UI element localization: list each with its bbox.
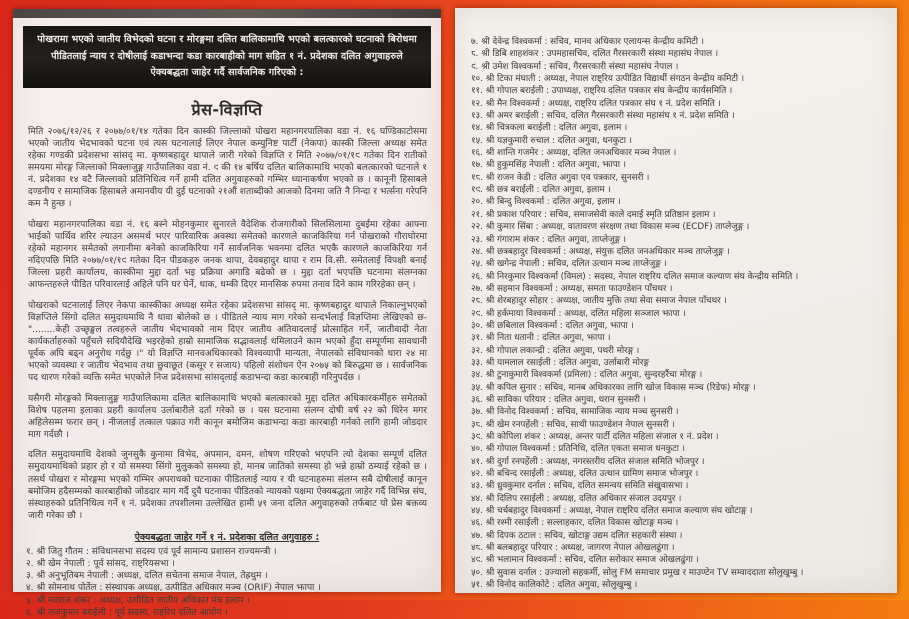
signatory-text: श्री नवराज शंकर : अध्यक्ष, उत्पीडित जातीय अधिकार मंच इलाम । [36,595,250,606]
signatory-text: श्री चर्चबहादुर विश्वकर्मा : अध्यक्ष, नेपाल राष्ट्रिय दलित समाज कल्याण संघ खोटाङ्ग । [485,506,753,517]
signatory-text: श्री दिलिप रसाईली : अध्यक्ष, दलित अधिकार संजाल उदयपुर । [485,493,682,504]
signatory-item [471,394,887,406]
signatory-text: श्री कपिल सुनार : सचिव, मानब अधिकारका लागि खोज विकास मञ्च (रिडेफ) मोरङ्ग । [485,382,756,393]
signatory-text: श्री दिपक ठटाल : सचिव, खोटाङ्ग उद्यम दलित सहकारी संस्था । [485,530,683,541]
signatory-text: श्री जितु गौतम : संविधानसभा सदस्य एवं पूर्व सामान्य प्रशासन राज्यमन्त्री । [36,547,277,558]
signatory-text: श्री निता धतानी : दलित अगुवा, झापा । [485,333,611,344]
signatory-text: श्री टिका मंघाती : अध्यक्ष, नेपाल राष्ट्रिय उत्पीडित विद्यार्थी संगठन केन्द्रीय कमिटी । [485,74,744,85]
signatory-item [471,468,887,480]
signatories-list-left [13,546,441,619]
signatory-number: २०. [471,197,483,208]
signatory-text: श्री टुनाकुमारी विश्वकर्मा (प्रमिला) : दलित अगुवा, सुन्दरहरैंचा मोरङ्ग । [485,370,703,381]
signatory-number: १७. [471,160,483,171]
signatory-text: श्री चित्रकला बराईली : दलित अगुवा, इलाम । [485,123,628,134]
signatory-number: २३. [471,234,483,245]
signatory-item [471,419,887,431]
signatory-number: ४५. [471,506,483,517]
signatory-number: ४७. [471,530,483,541]
signatory-item [471,85,887,97]
body-paragraph: दलित समुदायमाथि देशको जुनसुकै कुनामा विभेद, अपमान, दमन, शोषण गरिएको भएपनि त्यो देशका सम्पूर्ण दलित समुदायमाथिको प्रहार हो र यो समस्या सिंगो मुलुकको समस्या हो, मानब जातिको समस्या हो भन्ने हाम्रो ठम्याई रहेको छ । तसर्थ पोखरा र मोरङ्गमा भएको गम्भिर अपराधको घटनाका पीडितलाई न्याय र यी घटनाहरुमा संलग्न सबै दोषीलाई कानून बमोजिम हदैसम्मको कारबाहीको जोडदार माग गर्दै दुवै घटनाका पीडितको न्यायको पक्षमा ऐक्यबद्धता जाहेर गर्दै विभिन्न संघ, संस्थाहरुको प्रतिनिधित्व गर्ने १ नं. प्रदेशका तपशीलमा उल्लेखित हामी ५१ जना दलित अगुवाहरुको तर्फबाट यो प्रेस बक्तव्य जारी गरेका छौ । [28,450,427,522]
signatory-item [471,542,887,554]
signatory-number: ८. [471,49,479,60]
signatory-text: श्री गोपाल लकान्द्री : दलित अगुवा, पथरी मोरङ्ग । [485,345,640,356]
signatory-item [471,320,887,332]
signatory-item [471,172,887,184]
signatory-item [26,607,429,619]
signatory-number: २८. [471,296,483,307]
signatory-text: श्री सोमनाथ पोर्तेल : संस्थापक अध्यक्ष, उत्पीडित अधिकार मञ्च (ORIF) नेपाल झापा । [36,583,321,594]
signatory-text: श्री हुकुमसिंह नेपाली : दलित अगुवा, झापा । [485,160,626,171]
signatory-text: श्री ध्रुवकुमार दर्नाल : सचिव, दलित समन्वय समिति संखुवासभा । [485,481,689,492]
signatory-number: २५. [471,259,483,270]
signatory-text: श्री छत्रबहादुर विश्वकर्मा : अध्यक्ष, संयुक्त दलित जनअधिकार मञ्च ताप्लेजुङ्ग । [485,246,730,257]
signatory-number: ३. [26,571,34,582]
signatory-item [471,246,887,258]
press-body [13,126,441,523]
signatory-item [26,582,429,594]
signatory-text: श्री हर्कमाया विश्वकर्मा : अध्यक्ष, दलित महिला सञ्जाल झापा । [485,308,686,319]
signatory-item [471,357,887,369]
signatory-item [471,234,887,246]
press-release-page-1 [13,9,441,618]
signatory-text: श्री बलबहादुर परियार : अध्यक्ष, जागरण नेपाल ओखलढुंगा । [485,543,675,554]
signatory-number: ९. [471,61,479,72]
scan-shadow-edge [13,9,441,18]
signatory-item [471,110,887,122]
signatory-item [26,595,429,607]
signatory-item [471,36,887,48]
signatory-item [471,554,887,566]
signatories-heading: ऐक्यबद्धता जाहेर गर्ने १ नं. प्रदेशका दलित अगुवाहरु : [134,532,320,544]
signatory-number: १६. [471,148,483,159]
signatory-item [471,73,887,85]
signatory-number: ३२. [471,345,483,356]
signatory-item [471,431,887,443]
signatory-text: श्री मैन विश्वकर्मा : अध्यक्ष, राष्ट्रिय दलित पत्रकार संघ १ नं. प्रदेश समिति । [485,98,721,109]
signatory-text: श्री प्रकाश परियार : सचिव, समाजसेवी काले दमाई स्मृति प्रतिष्ठान इलाम । [485,209,716,220]
signatory-number: २. [26,559,34,570]
signatory-text: श्री सहमान विश्वकर्मा : अध्यक्ष, समता फाउण्डेशन पाँचथर । [485,283,673,294]
signatory-item [471,567,887,579]
signatory-number: ३९. [471,432,483,442]
signatory-item [471,382,887,394]
signatory-text: श्री राजकुमार बराईली : पूर्व सदस्य, राष्ट्रिय दलित आयोग । [36,607,228,618]
signatory-item [471,196,887,208]
signatory-text: श्री भलामान विश्वकर्मा : सचिव, दलित सरोकार समाज ओखलढुंगा । [485,555,699,566]
signatory-item [471,135,887,147]
signatory-text: श्री बचिन्द रसाईली : अध्यक्ष, दलित उत्थान ग्रामिण समाज भोजपुर । [485,469,699,480]
signatory-number: १९. [471,185,483,196]
signatory-item [471,456,887,468]
signatory-number: ४०. [471,444,483,455]
signatory-item [471,61,887,73]
signatory-text: श्री यामलाल रसाईली : दलित अगुवा, उर्लाबारी मोरङ्ग [485,357,649,368]
signatory-number: ५१. [471,580,483,591]
signatory-number: १३. [471,111,483,122]
signatory-number: ४८. [471,543,483,554]
signatory-item [471,159,887,171]
signatory-number: ११. [471,86,483,97]
signatory-item [471,98,887,110]
signatory-number: ४४. [471,493,483,504]
signatory-number: ४३. [471,481,483,492]
signatory-number: १०. [471,74,483,85]
signatory-item [471,295,887,307]
signatory-text: श्री छत्र बराईली : दलित अगुवा, इलाम । [485,185,611,196]
signatory-item [471,209,887,221]
signatory-item [26,558,429,570]
signatory-item [471,308,887,320]
headline-banner: पोखरामा भएको जातीय विभेदको घटना र मोरङ्गमा दलित बालिकामाथि भएको बलत्कारको घटनाको बिरोधमा पीडितलाई न्याय र दोषीलाई कडाभन्दा कडा कारबाहीको माग सहित १ नं. प्रदेशका दलित अगुवाहरुले ऐक्यबद्धता जाहेर गर्दै सार्वजनिक गरिएको : [23,26,431,88]
signatory-number: २६. [471,271,483,282]
signatory-item [471,505,887,517]
signatory-text: श्री छबिलाल विश्वकर्मा : दलित अगुवा, झापा । [485,320,634,331]
signatory-text: श्री दुर्गा रनपहेंली : अध्यक्ष, नगरस्तरीय दलित संजाल समिति भोजपुर । [485,456,705,467]
signatory-number: ४. [26,583,34,594]
signatory-number: ३८. [471,419,483,430]
signatory-text: श्री अमर बराईली : सचिव, दलित गैरसरकारी संस्था महासंघ १ नं. प्रदेश समिति । [485,111,735,122]
signatory-item [471,147,887,159]
signatory-number: ३३. [471,357,483,368]
signatory-text: श्री राजन केडी : दलित अगुवा एव पत्रकार, सुनसरी । [485,172,650,183]
signatory-text: श्री गोपाल बराईली : उपाध्यक्ष, राष्ट्रिय दलित पत्रकार संघ केन्द्रीय कार्यसमिति । [485,86,733,97]
signatory-number: ३४. [471,370,483,381]
signatory-item [471,517,887,529]
signatory-text: श्री देवेन्द्र विश्वकर्मा : सचिव, मानव अधिकार एलायन्स केन्द्रीय कमिटी । [481,37,704,47]
signatory-text: श्री शान्ति गजमेर : अध्यक्ष, दलित जनअधिकार मञ्च नेपाल । [485,148,677,159]
signatory-number: ३७. [471,407,483,418]
body-paragraph: यसैगरी मोरङ्गको मिक्लाजुङ्ग गाउँपालिकामा दलित बालिकामाथि भएको बलत्कारको मुद्दा दलित अधिकारकर्मीहरु समेतको विशेष पहलमा इलाका प्रहरी कार्यालय उर्लाबारीले दर्ता गरेको छ । यस घटनामा संलग्न दोषी वर्ष २२ को धिरेन मगर अहिलेसम्म फरार छन् । नीजलाई तत्काल पक्राउ गरी कानून बमोजिम कडाभन्दा कडा कारबाही गर्नको लागि हामी जोडदार माग गर्दछौ । [28,393,427,441]
body-paragraph: मिति २०७६/१२/२६ र २०७७/०१/१४ गतेका दिन कास्की जिल्लाको पोखरा महानगरपालिका वडा नं. १६ घण्डिकाटोसमा भएको जातीय भेदभावको घटना एवं त्यस घटनालाई लिएर नेपाल कम्युनिष्ट पार्टी (नेकपा) कास्की जिल्ला अध्यक्ष समेत रहेका गण्डकी प्रदेशसभा सांसद् मा. कृष्णबहादुर थापाले जारी गरेको विज्ञप्ति र मिति २०७७/०१/१९ गतेका दिन रातीको समयमा मोरङ्ग जिल्लाको मिक्लाजुङ्ग गाउँपालिका वडा नं. ९ की १४ बर्षिय दलित बालिकामाथि भएको बलत्कारको घटनाले १ नं. प्रदेशका १४ वटै जिल्लाको प्रतिनिधित्व गर्ने हामी दलित अगुवाहरुको गम्भिर ध्यानाकर्षण भएको छ । कानूनी हिसाबले दण्डनीय र सामाजिक हिसाबले अमानवीय यी दुई घटनाको २१औं शताब्दीको आजको दिनमा जति नै निन्दा र भर्त्सना गरेपनि कम नै हुन्छ । [28,126,427,210]
signatory-text: श्री सुवास दर्नाल : उज्यालो सहकर्मी, सोलु FM समाचार प्रमुख र माउण्टेन TV सम्वाददाता सोलुखुम्बु । [485,567,804,578]
signatory-number: ३६. [471,394,483,405]
signatory-item [471,579,887,591]
signatory-number: ७. [471,37,479,47]
body-paragraph: पोखरा महानगरपालिका वडा नं. १६ बस्ने मोहनकुमार सुनारले वैदेशिक रोजगारीको सिलसिलामा दुबईमा रहेका आफ्ना भाईको पार्थिव शरिर ल्याउन असमर्थ भएर पारिवारिक अवस्था समेतको कारणले काजकिरिया गर्न पोखराको गौराघोरमा रहेको महानगर समेतको लगानीमा बनेको काजकिरिया गर्ने सार्वजनिक भवनमा दलित भएकै कारणले काजकिरिया गर्न नदिएपछि मिति २०७७/०१/१९ गतेका दिन पीडकहरु जनक थापा, देवबहादुर थापा र राम वि.सी. समेतलाई विपक्षी बनाई जिल्ला प्रहरी कार्यालय, कास्कीमा मुद्दा दर्ता भइ प्रक्रिया अगाडि बढेको छ । मुद्दा दर्ता भएपछि घटनामा संलग्नका आफन्तहरुले पीडित परिवारलाई अहिले पनि घर घेर्ने, धाक, धम्की दिएर मानसिक रुपमा तनाव दिने काम गरिरहेका छन् । [28,219,427,291]
signatory-text: श्री डिबि शाहशंकर : उपमहासचिव, दलित गैरसरकारी संस्था महासंघ नेपाल । [481,49,719,60]
signatory-text: श्री विनोद कालिकोटे : दलित अगुवा, सोलुखुम्बु । [485,580,638,591]
signatories-list-right [471,36,887,591]
press-release-page-2 [455,8,897,593]
signatory-number: ५०. [471,567,483,578]
signatory-text: श्री शेरबहादुर सोहार : अध्यक्ष, जातीय मुक्ति तथा सेवा समाज नेपाल पाँचथर । [485,296,727,307]
signatory-item [471,332,887,344]
page-title: प्रेस-विज्ञप्ति [191,99,263,119]
signatory-number: २१. [471,209,483,220]
signatory-number: ५. [26,595,34,606]
signatory-item [471,530,887,542]
signatory-item [471,406,887,418]
signatory-item [471,258,887,270]
signatory-text: श्री बिन्दु विश्वकर्मा : दलित अगुवा, इलाम । [485,197,621,208]
signatory-item [26,570,429,582]
signatory-text: श्री अनुभूतिबम नेपाली : अध्यक्ष, दलित सचेतना समाज नेपाल, तेह्रथुम । [36,571,268,582]
signatory-number: ४९. [471,555,483,566]
body-paragraph: पोखराको घटनालाई लिएर नेकपा कास्कीका अध्यक्ष समेत रहेका प्रदेशसभा सांसद् मा. कृष्णबहादुर थापाले निकाल्नुभएको विज्ञप्तिले सिंगो दलित समुदायमाथि नै धावा बोलेको छ । पीडितले न्याय माग गरेको सन्दर्भलाई विज्ञप्तिमा लेखिएको छ- "........केही उच्छृङ्खल तत्वहरुले जातीय भेदभावको नाम दिएर जातीय अतिवादलाई प्रोत्साहित गर्ने, जातीवादी नेता कार्यकर्ताहरुको पहुँचले सदियौदेखि भइरहेको हाम्रो सामाजिक सद्भावलाई धमिलाउने काम भएको हुँदा सम्पूर्णमा सावधानी पूर्वक अघि बढ्न अनुरोध गर्दछु ।" यो विज्ञप्ति मानवअधिकारको विश्वव्यापी मान्यता, नेपालको संविधानको धारा २४ मा भएको व्यवस्था र जातीय भेदभाव तथा छुवाछूत (कसूर र सजाय) पहिलो संशोधन ऐन २०७५ को बिरुद्धमा छ । सार्वजनिक पद धारण गरेको व्यक्ति समेत भएकोले निज प्रदेशसभा सांसद्लाई कडाभन्दा कडा कारबाही गरिनुपर्दछ । [28,300,427,384]
signatory-number: ४६. [471,518,483,529]
signatory-text: श्री खगेन्द्र नेपाली : सचिव, दलित उत्थान मञ्च ताप्लेजुङ्ग । [485,259,667,270]
signatory-number: १२. [471,98,483,109]
signatory-number: ४२. [471,469,483,480]
signatory-number: ३५. [471,382,483,393]
signatory-text: श्री निरकुमार विश्वकर्मा (विमल) : सदस्य, नेपाल राष्ट्रिय दलित समाज कल्याण संघ केन्द्रीय समिति । [485,271,799,282]
signatory-item [471,48,887,60]
signatory-number: १४. [471,123,483,134]
signatory-item [26,546,429,558]
signatory-item [471,493,887,505]
signatory-number: २९. [471,308,483,319]
signatory-item [471,480,887,492]
signatory-item [471,122,887,134]
signatory-item [471,184,887,196]
signatory-number: ४१. [471,456,483,467]
signatory-item [471,283,887,295]
signatory-number: १५. [471,135,483,146]
signatory-number: ६. [26,607,34,618]
signatory-number: ३१. [471,333,483,344]
signatory-number: २७. [471,283,483,294]
signatory-number: २४. [471,246,483,257]
signatory-text: श्री साविका परियार : दलित अगुवा, धरान सुनसरी । [485,394,646,405]
signatory-text: श्री रश्मी रसाईली : सल्लाहकार, दलित विकास खोटाङ्ग मञ्च । [485,518,679,529]
signatory-text: श्री खेम रनपहेंली : सचिव, साथी फाउण्डेशन नेपाल सुनसरी । [485,419,675,430]
signatory-number: १८. [471,172,483,183]
signatory-text: श्री खेम नेपाली : पूर्व सांसद, राष्ट्रियसभा । [36,559,175,570]
signatory-number: १. [26,547,34,558]
signatory-item [471,221,887,233]
signatory-text: श्री गंगाराम शंकर : दलित अगुवा, ताप्लेजुङ्ग । [485,234,626,245]
signatory-text: श्री गोपाल विश्वकर्मा : प्रतिनिधि, दलित एकता समाज धनकुटा । [485,444,685,455]
signatory-text: श्री उमेश विश्वकर्मा : सचिव, गैरसरकारी संस्था महासंघ नेपाल । [481,61,679,72]
signatory-item [471,271,887,283]
signatory-text: श्री कोपिला शंकर : अध्यक्ष, अन्तर पार्टी दलित महिला संजाल १ नं. प्रदेश । [485,432,719,442]
signatory-number: २२. [471,222,483,233]
signatory-text: श्री विनोद विश्वकर्मा : सचिव, सामाजिक न्याय मञ्च सुनसरी । [485,407,679,418]
signatory-number: ३०. [471,320,483,331]
signatory-item [471,345,887,357]
signatory-item [471,369,887,381]
signatory-text: श्री कुमार सिंबा : अध्यक्ष, वातावरण संरक्षण तथा विकास मञ्च (ECDF) ताप्लेजुङ्ग । [485,222,750,233]
signatory-text: श्री यज्ञकुमारी रुचाल : दलित अगुवा, धनकुटा । [485,135,632,146]
signatory-item [471,443,887,455]
